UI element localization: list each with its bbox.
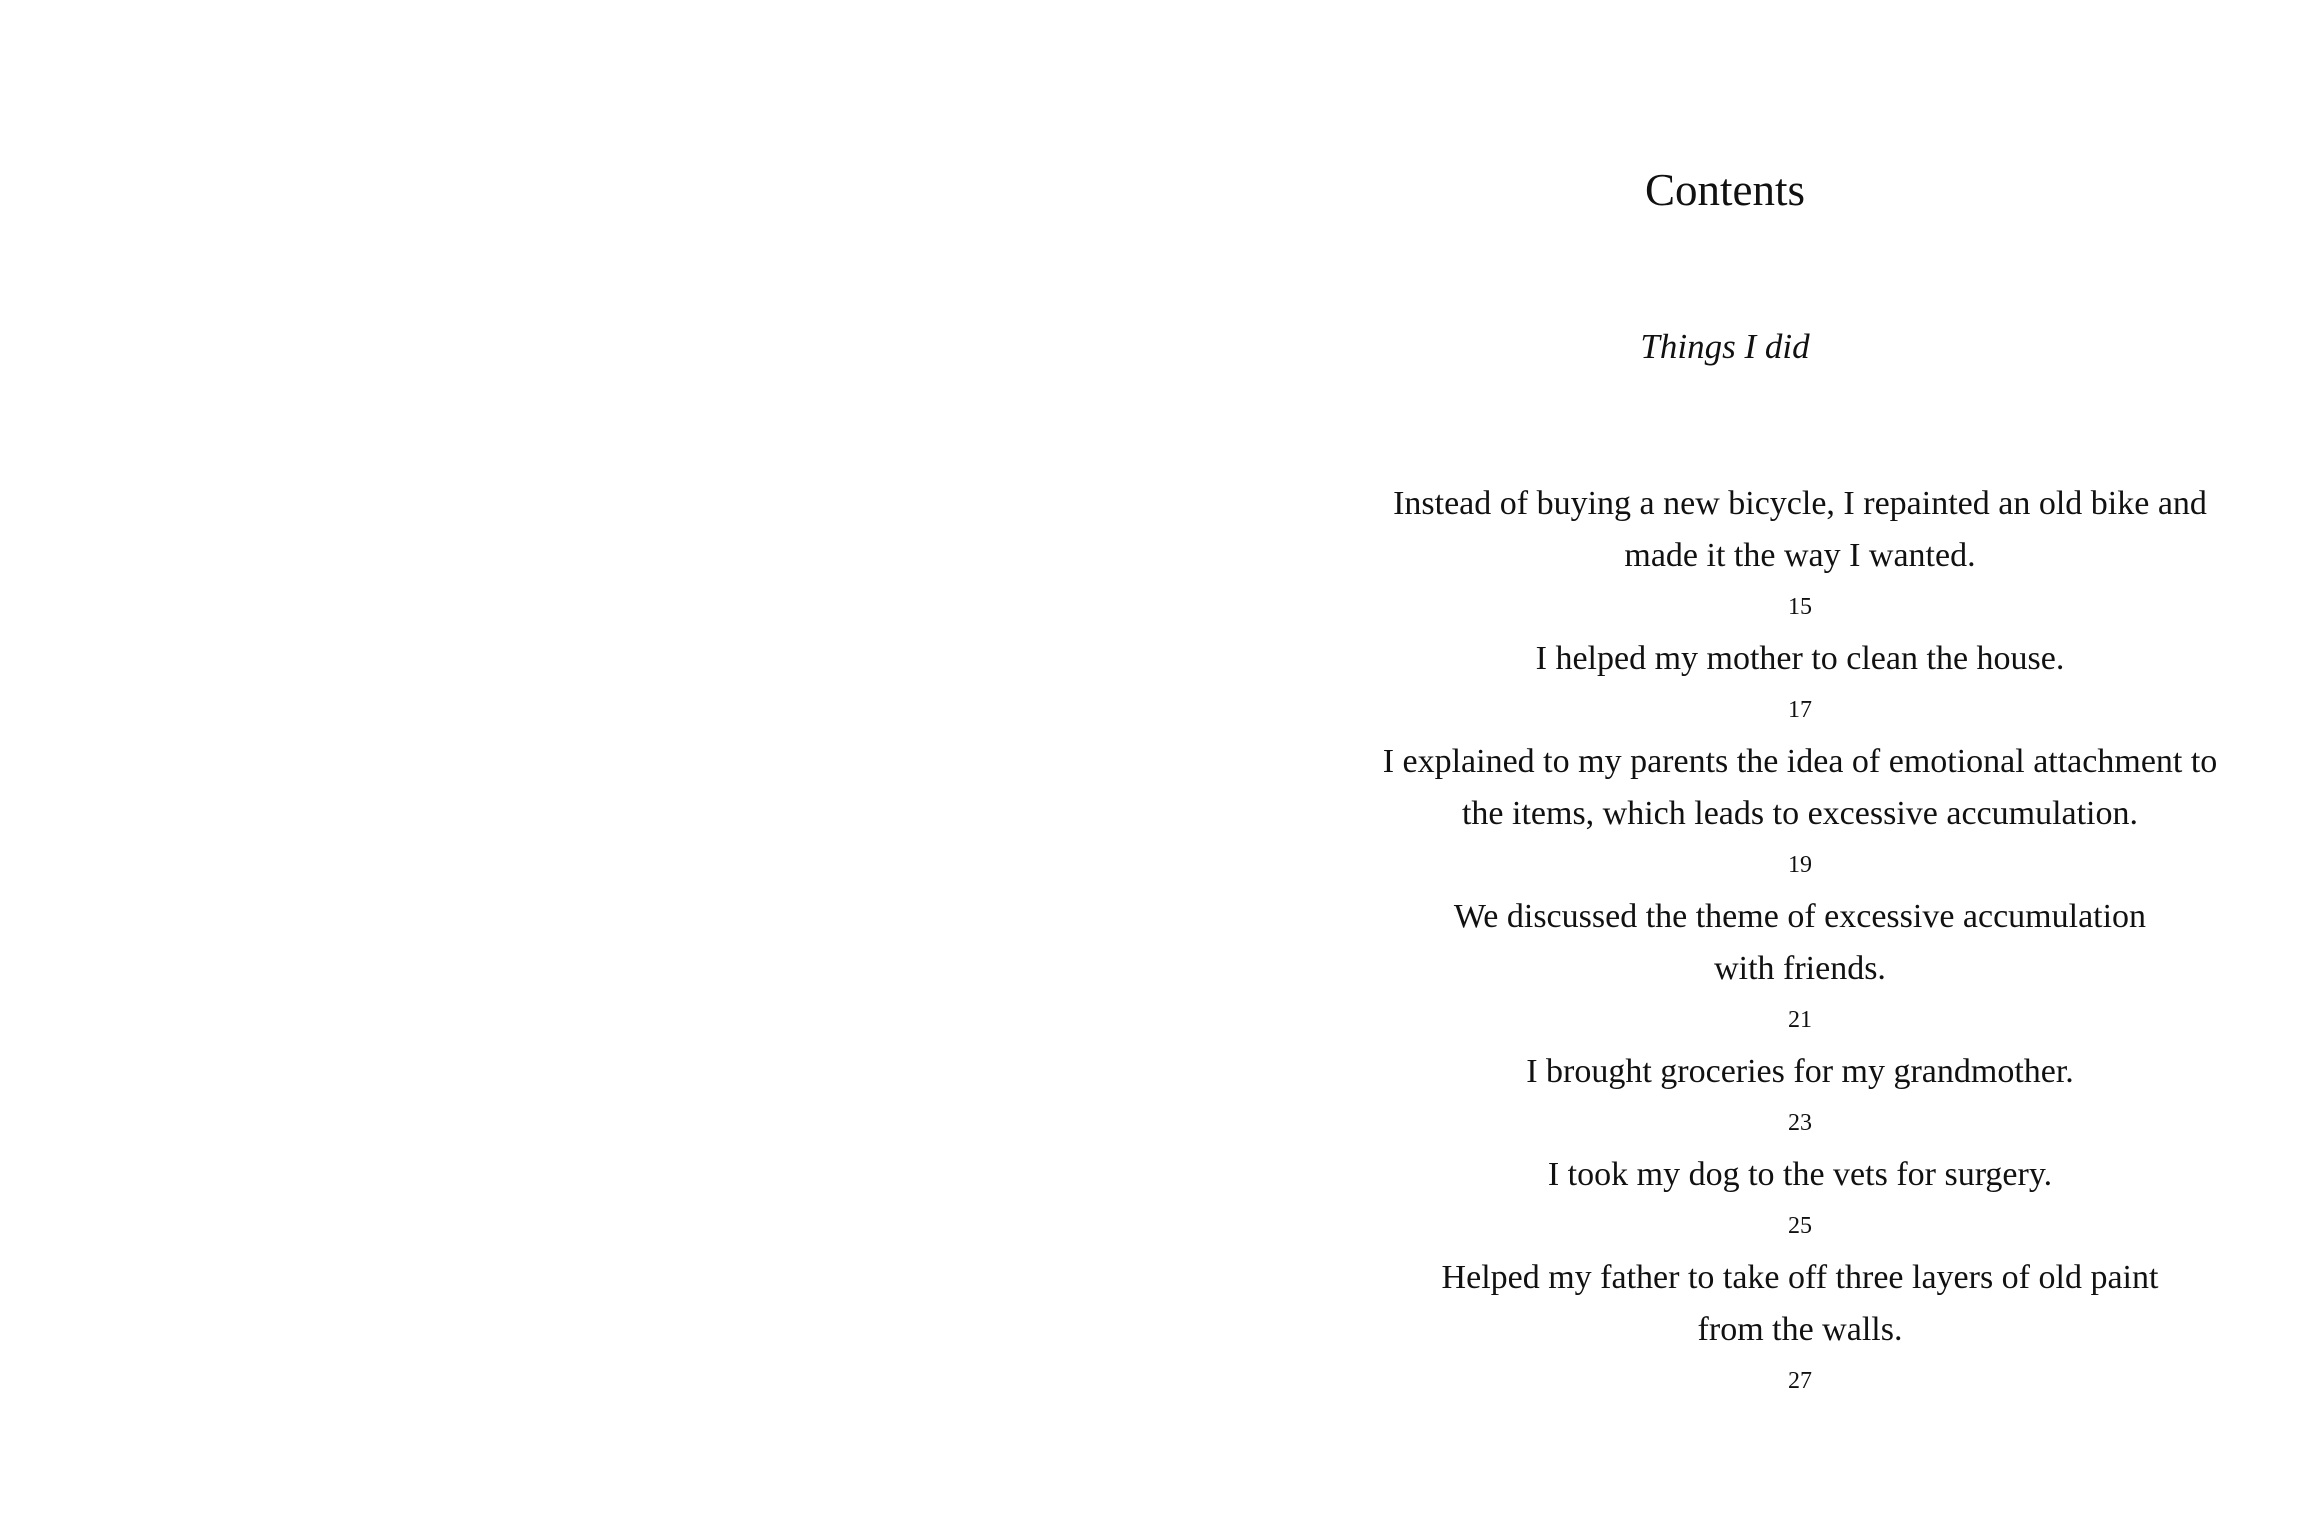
entry-title: We discussed the theme of excessive accumulation with friends. [1453, 898, 2147, 987]
right-page [1150, 0, 2300, 1532]
entry-page-number: 19 [1788, 852, 1812, 878]
entry-page-number: 23 [1788, 1110, 1812, 1136]
entry-page-number: 27 [1788, 1368, 1812, 1394]
entry-page-number: 21 [1788, 1007, 1812, 1033]
entry-page-number: 17 [1788, 697, 1812, 723]
toc-entry[interactable] [1300, 633, 2300, 736]
entry-page-number: 15 [1788, 594, 1812, 620]
toc-entry[interactable] [1300, 1149, 2300, 1252]
entry-title: I helped my mother to clean the house. [1535, 640, 2065, 677]
entry-title: I took my dog to the vets for surgery. [1547, 1156, 2053, 1193]
toc-entry[interactable] [1300, 891, 2300, 1046]
toc-entry[interactable] [1300, 1252, 2300, 1407]
toc-entry[interactable] [1300, 478, 2300, 633]
entry-title: Instead of buying a new bicycle, I repainted an old bike and made it the way I wanted. [1393, 485, 2207, 574]
entry-title: Helped my father to take off three layers of old paint from the walls. [1441, 1259, 2159, 1348]
toc-entry[interactable] [1300, 736, 2300, 891]
section-heading: Things I did [1640, 327, 1810, 366]
page-title: Contents [1644, 165, 1805, 215]
entry-title: I explained to my parents the idea of emotional attachment to the items, which leads to excessive accumulation. [1382, 743, 2218, 832]
table-of-contents [1300, 478, 2300, 1407]
toc-entry[interactable] [1300, 1046, 2300, 1149]
entry-title: I brought groceries for my grandmother. [1526, 1053, 2074, 1090]
entry-page-number: 25 [1788, 1213, 1812, 1239]
